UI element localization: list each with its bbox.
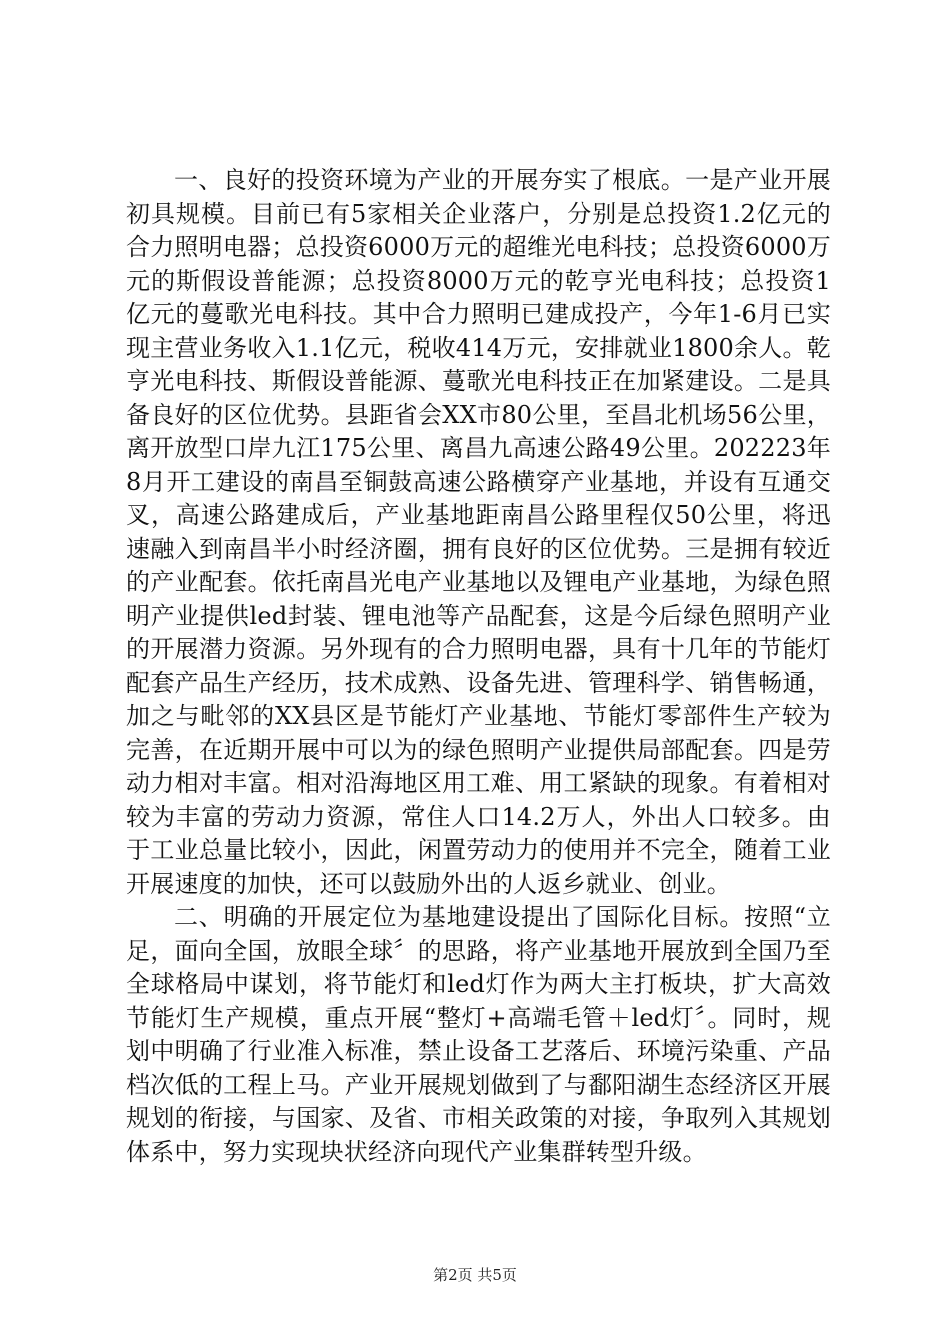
page-footer: 第2页 共5页 [433,1266,517,1284]
paragraph-1: 一、良好的投资环境为产业的开展夯实了根底。一是产业开展初具规模。目前已有5家相关企业落户，分别是总投资1.2亿元的合力照明电器；总投资6000万元的超维光电科技；总投资6000万元的斯假设普能源；总投资8000万元的乾亨光电科技；总投资1亿元的蔓歌光电科技。其中合力照明已建成投产，今年1-6月已实现主营业务收入1.1亿元，税收414万元，安排就业1800余人。乾亨光电科技、斯假设普能源、蔓歌光电科技正在加紧建设。二是具备良好的区位优势。县距省会XX市80公里，至昌北机场56公里，离开放型口岸九江175公里、离昌九高速公路49公里。202223年8月开工建设的南昌至铜鼓高速公路横穿产业基地，并设有互通交叉，高速公路建成后，产业基地距南昌公路里程仅50公里，将迅速融入到南昌半小时经济圈，拥有良好的区位优势。三是拥有较近的产业配套。依托南昌光电产业基地以及锂电产业基地，为绿色照明产业提供led封装、锂电池等产品配套，这是今后绿色照明产业的开展潜力资源。另外现有的合力照明电器，具有十几年的节能灯配套产品生产经历，技术成熟、设备先进、管理科学、销售畅通，加之与毗邻的XX县区是节能灯产业基地、节能灯零部件生产较为完善，在近期开展中可以为的绿色照明产业提供局部配套。四是劳动力相对丰富。相对沿海地区用工难、用工紧缺的现象。有着相对较为丰富的劳动力资源，常住人口14.2万人，外出人口较多。由于工业总量比较小，因此，闲置劳动力的使用并不完全，随着工业开展速度的加快，还可以鼓励外出的人返乡就业、创业。 [126,166,831,898]
document-body [126,164,831,1169]
paragraph-2: 二、明确的开展定位为基地建设提出了国际化目标。按照“立足，面向全国，放眼全球〞的思路，将产业基地开展放到全国乃至全球格局中谋划，将节能灯和led灯作为两大主打板块，扩大高效节能灯生产规模，重点开展“整灯+高端毛管＋led灯〞。同时，规划中明确了行业准入标准，禁止设备工艺落后、环境污染重、产品档次低的工程上马。产业开展规划做到了与鄱阳湖生态经济区开展规划的衔接，与国家、及省、市相关政策的对接，争取列入其规划体系中，努力实现块状经济向现代产业集群转型升级。 [126,903,831,1166]
